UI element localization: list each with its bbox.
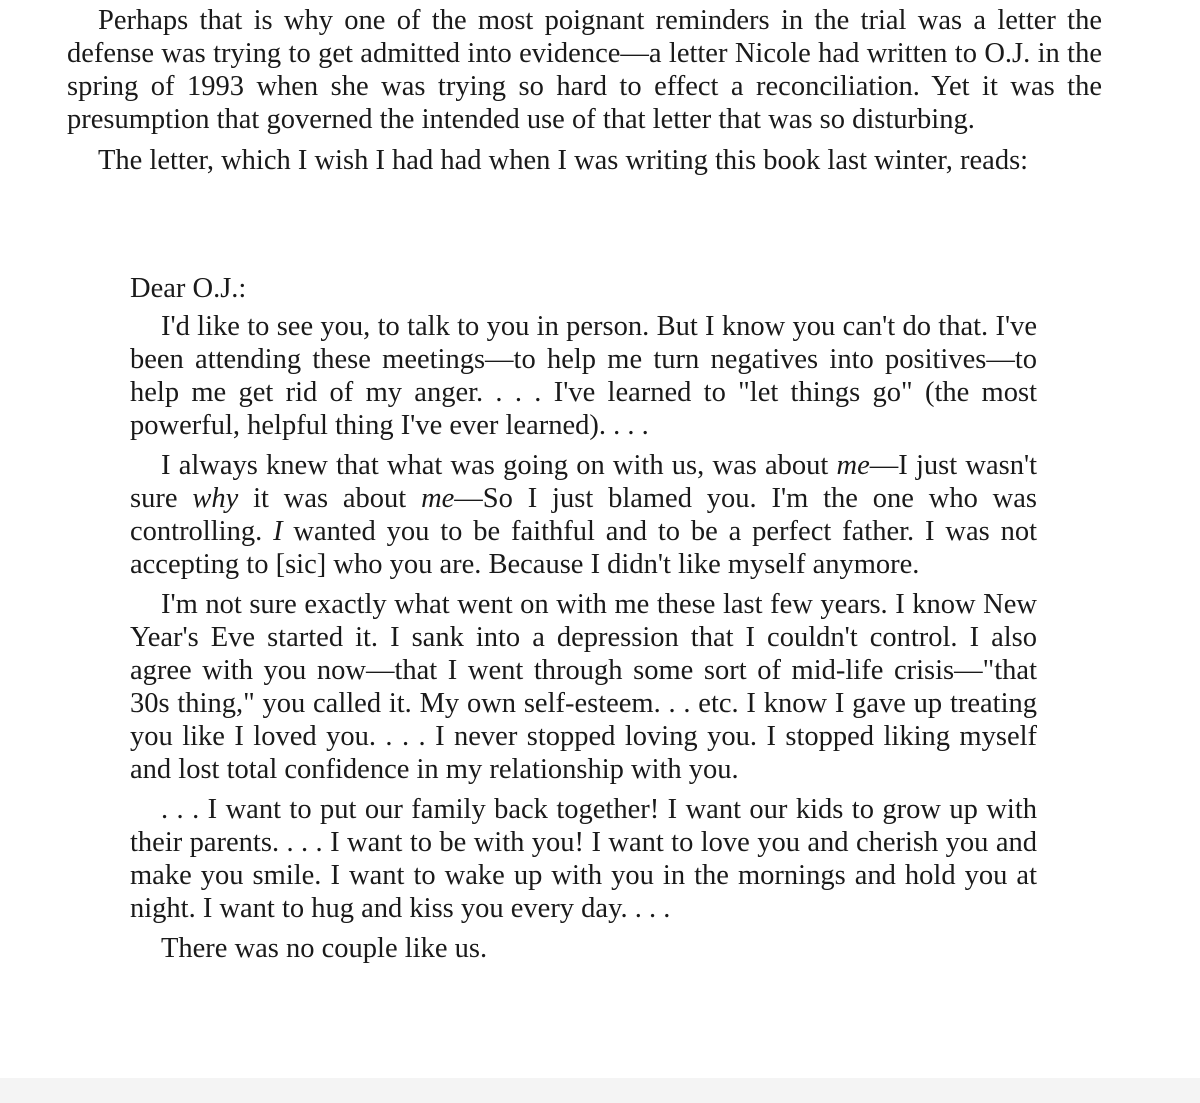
letter-paragraph-3: I'm not sure exactly what went on with me these last few years. I know New Year's Eve started it. I sank into a depression that I couldn't control. I also agree with you now—that I went through some sort of mid-life crisis—"that 30s thing," you called it. My own self-esteem. . . etc. I know I gave up treating you like I loved you. . . . I never stopped loving you. I stopped liking myself and lost total confidence in my relationship with you.: [130, 589, 1037, 785]
letter-paragraph-1: I'd like to see you, to talk to you in person. But I know you can't do that. I've been attending these meetings—to help me turn negatives into positives—to help me get rid of my anger. . . . I've learned to "let things go" (the most powerful, helpful thing I've ever learned). . . .: [130, 311, 1037, 441]
emphasis-me: me: [421, 483, 455, 514]
letter-text-run: I always knew that what was going on with us, was about: [161, 450, 837, 481]
emphasis-i: I: [273, 516, 283, 547]
intro-section: [67, 4, 1102, 185]
letter-text-run: —So I just blamed you. I'm the one who was controlling.: [130, 483, 1037, 547]
letter-salutation: Dear O.J.:: [130, 273, 247, 304]
emphasis-why: why: [192, 483, 239, 514]
letter-paragraph-5: There was no couple like us.: [161, 933, 488, 964]
quoted-letter: [130, 272, 1037, 972]
letter-text-run: it was about: [238, 483, 422, 514]
emphasis-me: me: [836, 450, 870, 481]
letter-paragraph-4: . . . I want to put our family back together! I want our kids to grow up with their parents. . . . I want to be with you! I want to love you and cherish you and make you smile. I want to wake up with you in the mornings and hold you at night. I want to hug and kiss you every day. . . .: [130, 794, 1037, 924]
letter-paragraph-2: [130, 449, 1037, 581]
page-bottom-edge: [0, 1078, 1200, 1103]
intro-paragraph-2: The letter, which I wish I had had when I was writing this book last winter, reads:: [98, 145, 1029, 176]
letter-text-run: —I just wasn't sure: [130, 450, 1037, 514]
intro-paragraph-1: Perhaps that is why one of the most poignant reminders in the trial was a letter the defense was trying to get admitted into evidence—a letter Nicole had written to O.J. in the spring of 1993 when she was trying so hard to effect a reconciliation. Yet it was the presumption that governed the intended use of that letter that was so disturbing.: [67, 5, 1102, 135]
letter-text-run: wanted you to be faithful and to be a perfect father. I was not accepting to [sic] who you are. Because I didn't like myself anymore.: [130, 516, 1037, 580]
